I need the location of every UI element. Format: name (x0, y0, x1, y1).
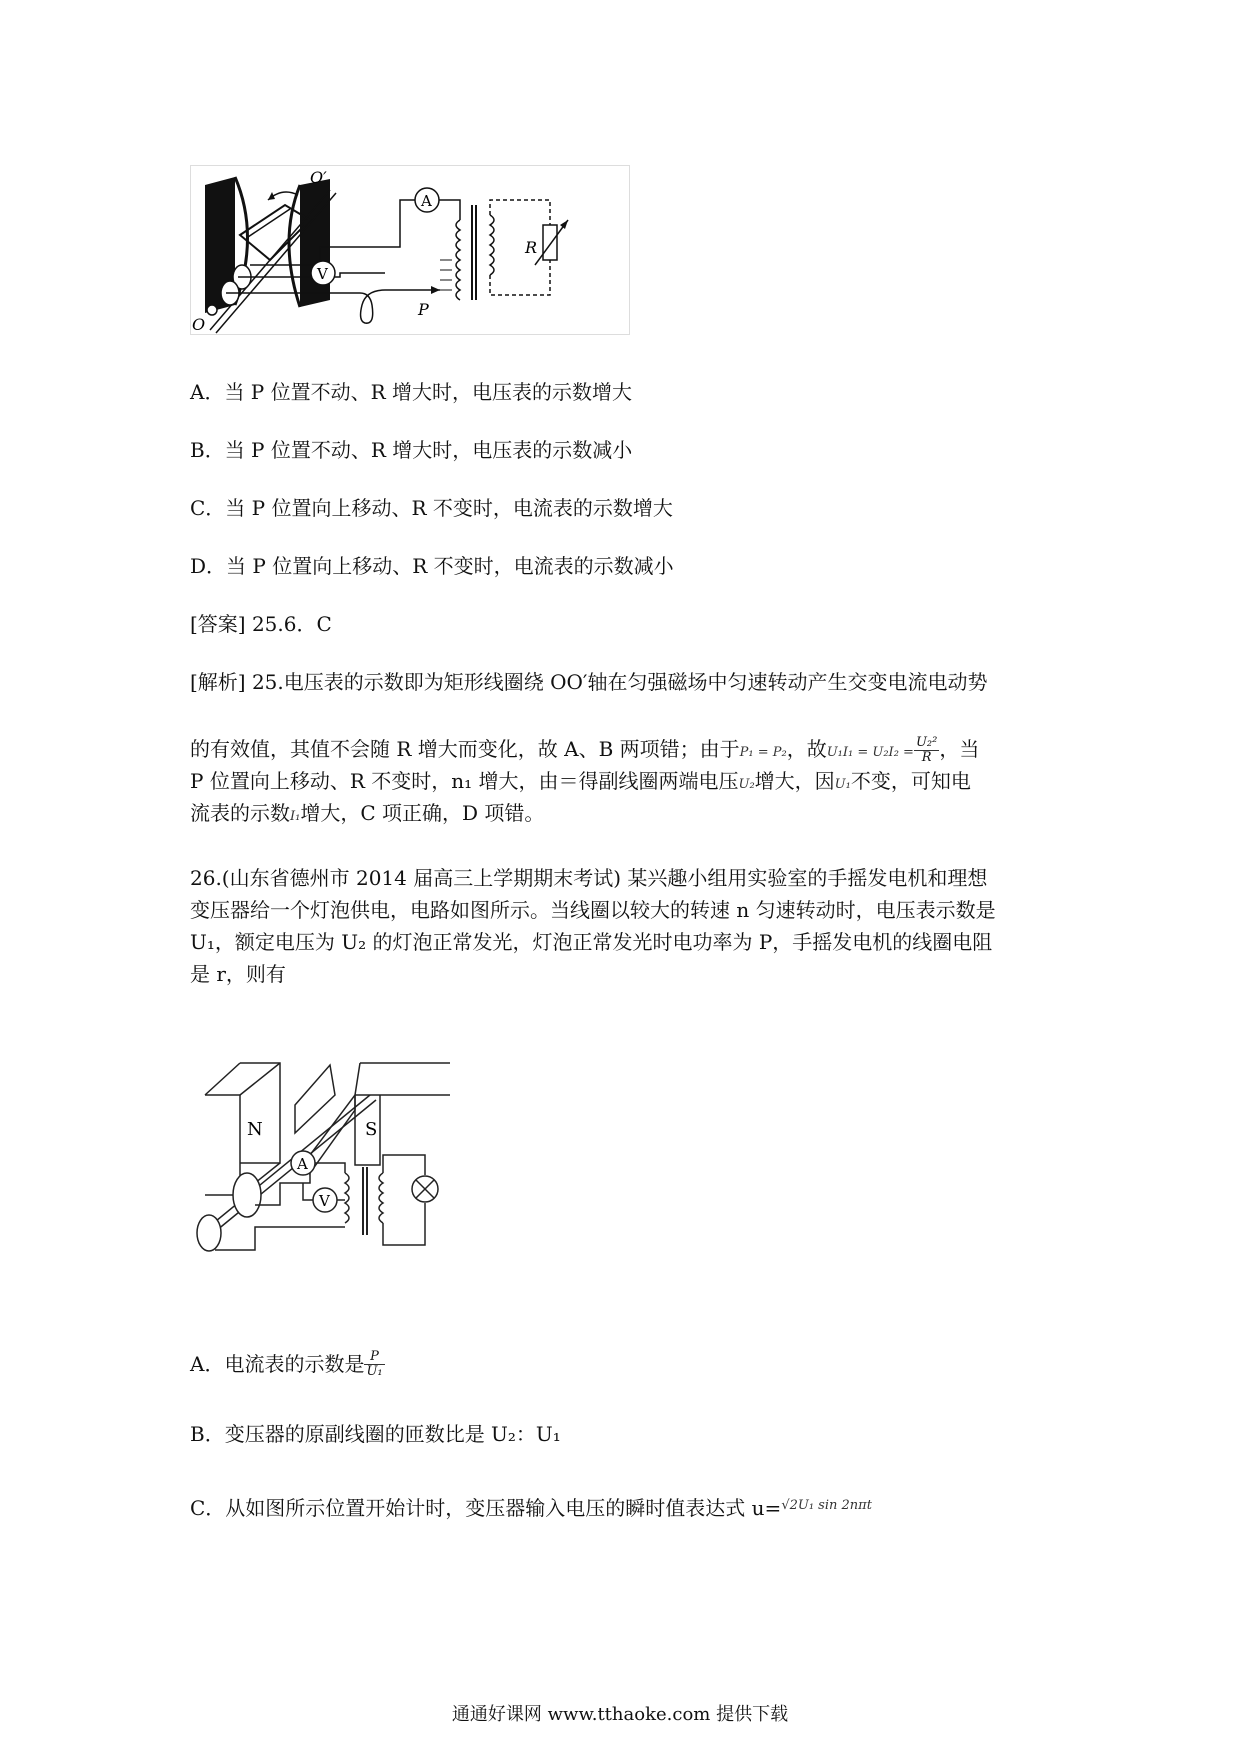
formula-p-over-u1: $\frac{P}{\text{U₁}}$ (366, 1349, 383, 1379)
q25-analysis-line4: 流表的示数I₁增大，C 项正确，D 项错。 (190, 801, 545, 825)
q25-analysis-line1: [解析] 25.电压表的示数即为矩形线圈绕 OO′轴在匀强磁场中匀速转动产生交变电流电动势 (190, 670, 988, 694)
formula-fraction: $\frac{\text{U₂²}}{R}$ (915, 735, 938, 765)
q26-option-c: C．从如图所示位置开始计时，变压器输入电压的瞬时值表达式 u=$^{√2U_1 sin 2n\pi t}$ (190, 1496, 872, 1520)
resistor-label: R (525, 238, 538, 257)
q25-analysis-line3: P 位置向上移动、R 不变时，n₁ 增大，由＝得副线圈两端电压U₂增大，因U₁不变，可知电 (190, 769, 971, 793)
circuit-figure-1 (190, 165, 630, 335)
q26-option-a: A．电流表的示数是 $\frac{P}{\text{U₁}}$ (190, 1349, 383, 1379)
slider-label: P (418, 300, 429, 319)
ammeter-label: A (421, 192, 432, 210)
q25-option-b: B．当 P 位置不动、R 增大时，电压表的示数减小 (190, 438, 633, 462)
magnet-s-label: S (365, 1119, 378, 1140)
q25-analysis-line2: 的有效值，其值不会随 R 增大而变化，故 A、B 两项错；由于P₁ = P₂，故U₁I₁ = U₂I₂ = $\frac{\text{U₂²}}{R}$ ，当 (190, 735, 980, 765)
magnet-n-label: N (247, 1119, 263, 1140)
formula-p1-p2: P₁ = P₂ (739, 745, 787, 760)
q25-option-d: D．当 P 位置向上移动、R 不变时，电流表的示数减小 (190, 554, 674, 578)
formula-instantaneous-voltage: √2U₁ sin 2nπt (781, 1498, 872, 1513)
label-o: O (192, 315, 206, 334)
q25-option-a: A．当 P 位置不动、R 增大时，电压表的示数增大 (190, 380, 633, 404)
q26-option-b: B．变压器的原副线圈的匝数比是 U₂：U₁ (190, 1422, 561, 1446)
voltmeter-label-2: V (319, 1192, 330, 1210)
ammeter-label-2: A (297, 1155, 308, 1173)
q25-option-c: C．当 P 位置向上移动、R 不变时，电流表的示数增大 (190, 496, 673, 520)
voltmeter-label: V (317, 265, 328, 283)
circuit-figure-2 (195, 1055, 495, 1280)
formula-i1: I₁ (290, 809, 301, 824)
q26-stem: 26.(山东省德州市 2014 届高三上学期期末考试) 某兴趣小组用实验室的手摇发电机和理想 变压器给一个灯泡供电，电路如图所示。当线圈以较大的转速 n 匀速转动时，电压表示数是 U₁，额定电压为 U₂ 的灯泡正常发光，灯泡正常发光时电功率为 P，手摇发电机的线圈电阻 是 r，则有 (190, 866, 996, 986)
formula-u1: U₁ (834, 777, 851, 792)
q25-answer: [答案] 25.6．C (190, 612, 332, 636)
formula-u2: U₂ (738, 777, 755, 792)
formula-ui: U₁I₁ = U₂I₂ = (826, 745, 914, 760)
label-o-prime: O′ (310, 168, 327, 187)
page-footer: 通通好课网 www.tthaoke.com 提供下载 (451, 1704, 789, 1725)
